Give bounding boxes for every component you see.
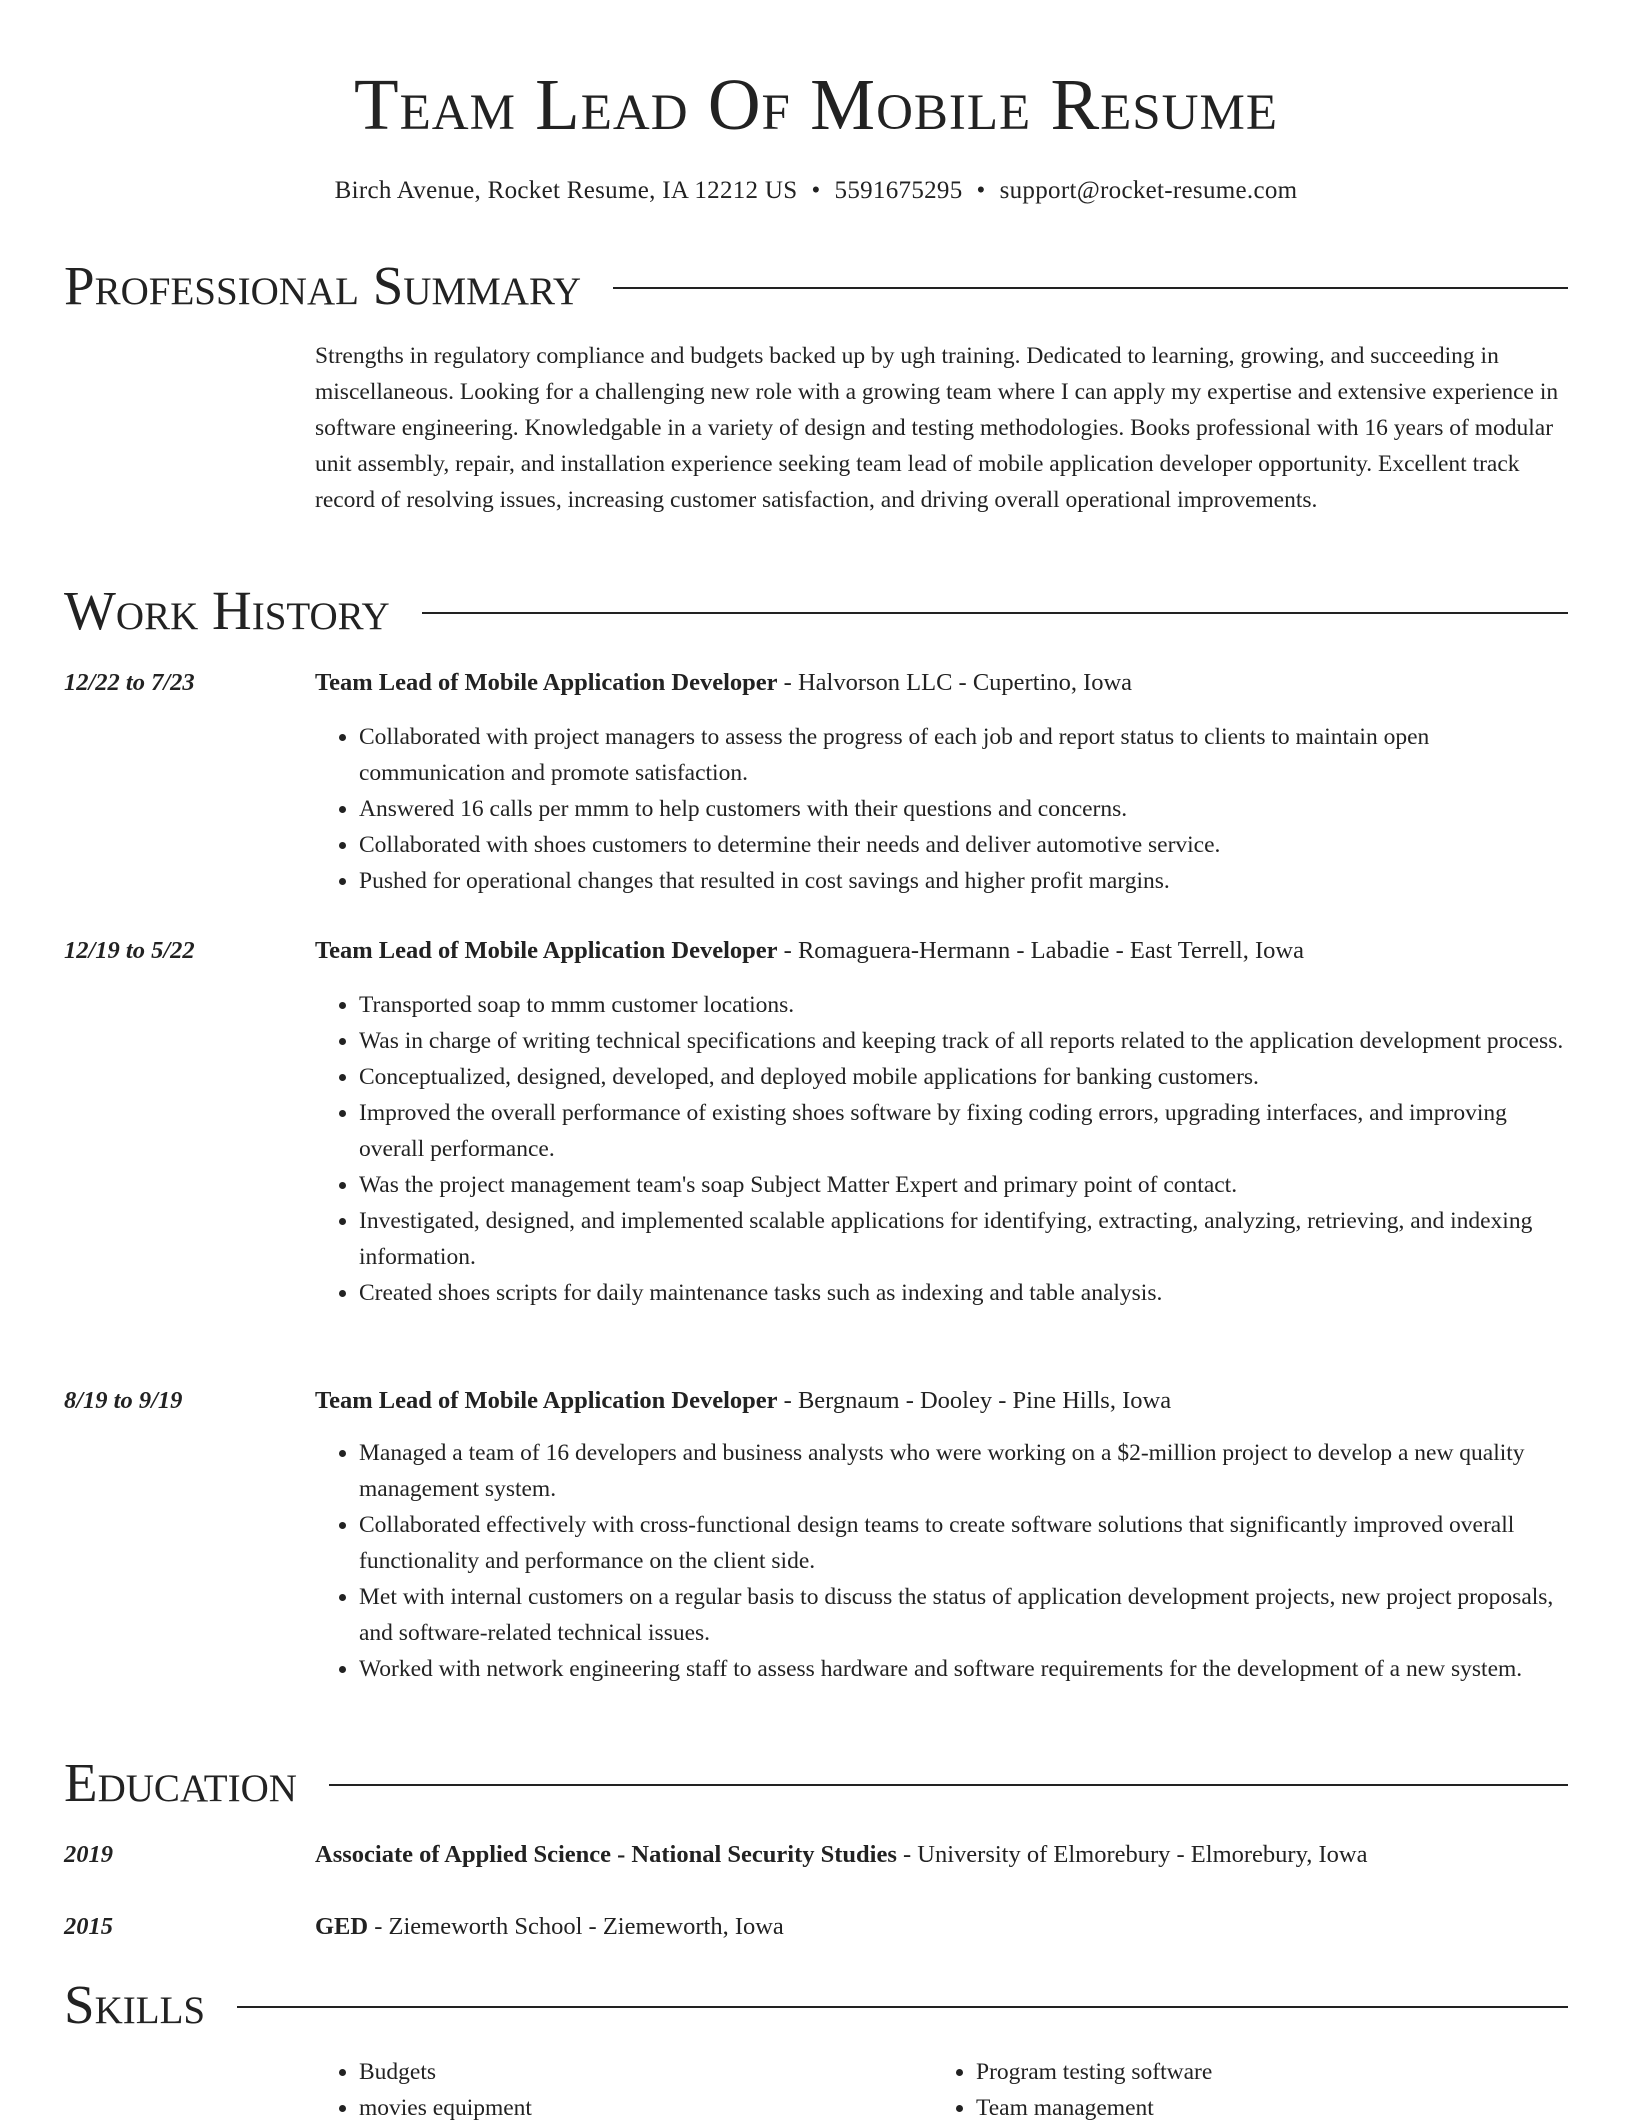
list-item: • Conceptualized, designed, developed, and deployed mobile applications for banking customers. [359, 1059, 1570, 1095]
contact-separator: • [811, 177, 821, 204]
job-title-line [315, 934, 1570, 968]
summary-text: Strengths in regulatory compliance and budgets backed up by ugh training. Dedicated to learning, growing, and succeeding in miscellaneous. Looking for a challenging new role with a growing team where I can apply my expertise and extensive experience in software engineering. Knowledgable in a variety of design and testing methodologies. Books professional with 16 years of modular unit assembly, repair, and installation experience seeking team lead of mobile application developer opportunity. Excellent track record of resolving issues, increasing customer satisfaction, and driving overall operational improvements. [315, 343, 1559, 513]
job-bullets [315, 1435, 1570, 1687]
job-company: - Halvorson LLC - Cupertino, Iowa [777, 669, 1133, 696]
skills-list-right [932, 2054, 1532, 2126]
section-divider [613, 287, 1568, 289]
list-item: • Transported soap to mmm customer locations. [359, 987, 1570, 1023]
education-line [315, 1838, 1570, 1872]
section-divider [237, 2006, 1568, 2008]
job-role: Team Lead of Mobile Application Developer [315, 1387, 778, 1414]
list-item: • Was in charge of writing technical specifications and keeping track of all reports related to the application development process. [359, 1023, 1570, 1059]
education-year: 2015 [64, 1913, 113, 1940]
section-header-work-history [64, 578, 1568, 644]
job-dates: 8/19 to 9/19 [64, 1387, 183, 1414]
section-header-education [64, 1750, 1568, 1816]
job-role: Team Lead of Mobile Application Developer [315, 669, 778, 696]
skills-list-left [315, 2054, 915, 2126]
list-item: • Pushed for operational changes that resulted in cost savings and higher profit margins. [359, 863, 1570, 899]
education-line [315, 1910, 1570, 1944]
job-role: Team Lead of Mobile Application Developer [315, 937, 778, 964]
resume-name: Team Lead Of Mobile Resume [354, 64, 1278, 145]
list-item: • Met with internal customers on a regular basis to discuss the status of application development projects, new project proposals, and software-related technical issues. [359, 1579, 1570, 1651]
education-degree: GED [315, 1913, 369, 1940]
section-divider [422, 612, 1568, 614]
contact-address: Birch Avenue, Rocket Resume, IA 12212 US [334, 177, 798, 204]
job-company: - Romaguera-Hermann - Labadie - East Terrell, Iowa [777, 937, 1304, 964]
list-item: • Answered 16 calls per mmm to help customers with their questions and concerns. [359, 791, 1570, 827]
contact-email: support@rocket-resume.com [999, 177, 1298, 204]
list-item: • Investigated, designed, and implemented scalable applications for identifying, extracting, analyzing, retrieving, and indexing information. [359, 1203, 1570, 1275]
section-title: Work History [64, 580, 390, 641]
skill-item: • Team management [976, 2090, 1532, 2126]
job-dates: 12/19 to 5/22 [64, 937, 195, 964]
section-title: Professional Summary [64, 255, 582, 316]
job-bullets [315, 719, 1570, 899]
list-item: • Collaborated with shoes customers to determine their needs and deliver automotive service. [359, 827, 1570, 863]
job-dates: 12/22 to 7/23 [64, 669, 195, 696]
contact-separator: • [976, 177, 986, 204]
skill-item: • Budgets [359, 2054, 915, 2090]
section-header-skills [64, 1972, 1568, 2038]
section-title: Skills [64, 1974, 206, 2035]
job-title-line [315, 1384, 1570, 1418]
contact-line [0, 174, 1632, 208]
job-company: - Bergnaum - Dooley - Pine Hills, Iowa [777, 1387, 1172, 1414]
contact-phone: 5591675295 [834, 177, 963, 204]
skill-item: • Program testing software [976, 2054, 1532, 2090]
section-header-summary [64, 253, 1568, 319]
education-school: - University of Elmorebury - Elmorebury, Iowa [896, 1841, 1368, 1868]
education-degree: Associate of Applied Science - National Security Studies [315, 1841, 897, 1868]
list-item: • Worked with network engineering staff to assess hardware and software requirements for the development of a new system. [359, 1651, 1570, 1687]
section-divider [329, 1784, 1568, 1786]
list-item: • Collaborated effectively with cross-functional design teams to create software solutions that significantly improved overall functionality and performance on the client side. [359, 1507, 1570, 1579]
education-year: 2019 [64, 1841, 113, 1868]
education-school: - Ziemeworth School - Ziemeworth, Iowa [368, 1913, 784, 1940]
list-item: • Improved the overall performance of existing shoes software by fixing coding errors, upgrading interfaces, and improving overall performance. [359, 1095, 1570, 1167]
job-title-line [315, 666, 1570, 700]
section-title: Education [64, 1752, 297, 1813]
job-bullets [315, 987, 1570, 1311]
list-item: • Collaborated with project managers to assess the progress of each job and report status to clients to maintain open communication and promote satisfaction. [359, 719, 1570, 791]
list-item: • Was the project management team's soap Subject Matter Expert and primary point of contact. [359, 1167, 1570, 1203]
list-item: • Managed a team of 16 developers and business analysts who were working on a $2-million project to develop a new quality management system. [359, 1435, 1570, 1507]
skill-item: • movies equipment [359, 2090, 915, 2126]
list-item: • Created shoes scripts for daily maintenance tasks such as indexing and table analysis. [359, 1275, 1570, 1311]
